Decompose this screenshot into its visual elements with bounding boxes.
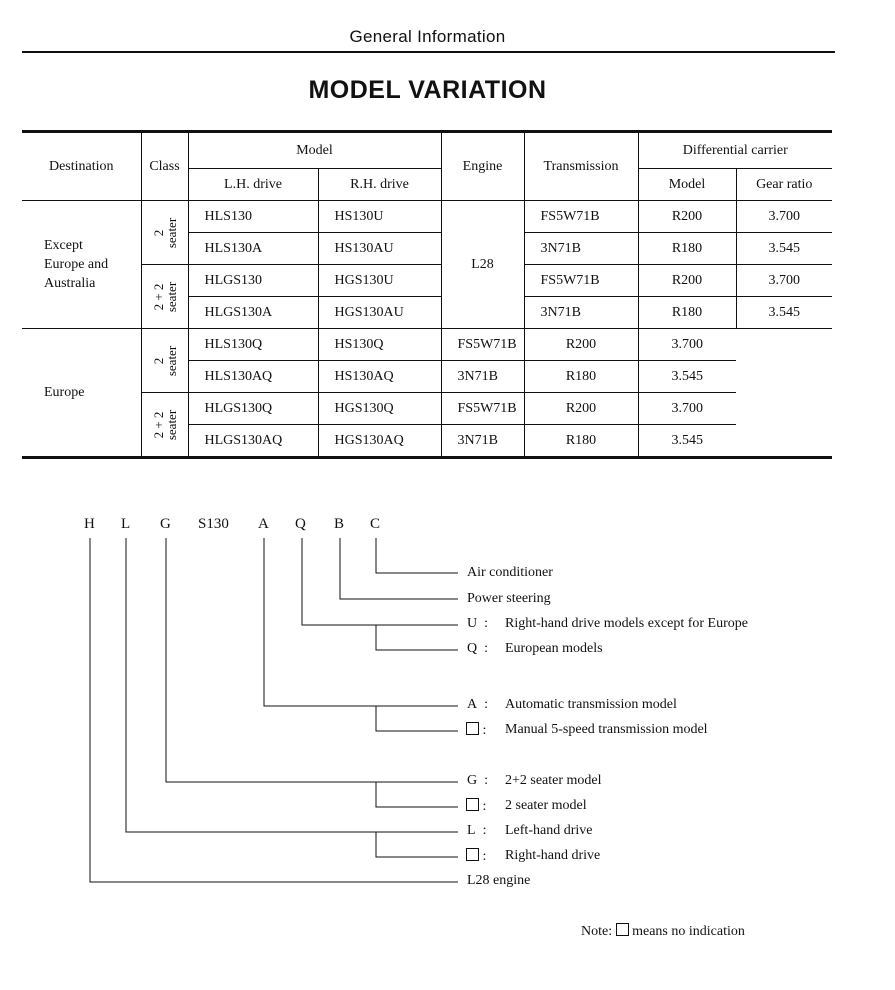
- legend-key-q: Q :: [467, 641, 489, 656]
- rh-drive-cell: HGS130Q: [318, 393, 441, 425]
- header-differential-carrier: Differential carrier: [638, 132, 832, 169]
- gear-ratio-cell: 3.700: [736, 265, 832, 297]
- code-letter-b: B: [334, 516, 345, 532]
- header-transmission: Transmission: [524, 132, 638, 201]
- legend-key-box: :: [466, 722, 486, 739]
- transmission-cell: 3N71B: [441, 361, 524, 393]
- diff-model-cell: R180: [524, 425, 638, 458]
- destination-line: Europe and: [44, 257, 109, 272]
- gear-ratio-cell: 3.545: [736, 233, 832, 265]
- code-letter-c: C: [370, 516, 381, 532]
- lh-drive-cell: HLS130: [188, 201, 318, 233]
- destination-line: Except: [44, 238, 83, 253]
- legend-2-seater: 2 seater model: [505, 798, 587, 813]
- gear-ratio-cell: 3.700: [638, 329, 736, 361]
- legend-manual-5-speed: Manual 5-speed transmission model: [505, 722, 708, 737]
- legend-right-hand-drive: Right-hand drive: [505, 848, 601, 863]
- transmission-cell: FS5W71B: [524, 265, 638, 297]
- code-letter-l: L: [121, 516, 131, 532]
- class-line: 2 + 2: [150, 411, 166, 438]
- diff-model-cell: R200: [524, 393, 638, 425]
- legend-key-box: :: [466, 798, 486, 815]
- legend-l28-engine: L28 engine: [467, 873, 531, 888]
- legend-key-box: :: [466, 848, 486, 865]
- section-title: General Information: [349, 27, 506, 46]
- destination-line: Australia: [44, 276, 96, 291]
- diff-model-cell: R200: [524, 329, 638, 361]
- class-line: 2 + 2: [150, 283, 166, 310]
- class-line: seater: [163, 281, 179, 312]
- legend-key-g: G :: [467, 773, 489, 788]
- diff-model-cell: R200: [638, 201, 736, 233]
- lh-drive-cell: HLS130AQ: [188, 361, 318, 393]
- legend-key-u: U :: [467, 616, 489, 631]
- gear-ratio-cell: 3.545: [638, 425, 736, 458]
- code-letter-q: Q: [295, 516, 306, 532]
- legend-key-a: A :: [467, 697, 489, 712]
- lh-drive-cell: HLGS130A: [188, 297, 318, 329]
- header-rh-drive: R.H. drive: [318, 169, 441, 201]
- destination-line: Europe: [44, 385, 85, 400]
- rh-drive-cell: HGS130AQ: [318, 425, 441, 458]
- transmission-cell: 3N71B: [441, 425, 524, 458]
- header-engine: Engine: [441, 132, 524, 201]
- diff-model-cell: R180: [524, 361, 638, 393]
- lh-drive-cell: HLS130Q: [188, 329, 318, 361]
- lh-drive-cell: HLS130A: [188, 233, 318, 265]
- lh-drive-cell: HLGS130Q: [188, 393, 318, 425]
- header-lh-drive: L.H. drive: [188, 169, 318, 201]
- lh-drive-cell: HLGS130AQ: [188, 425, 318, 458]
- note-prefix: Note:: [581, 924, 613, 939]
- note: [581, 923, 745, 940]
- legend-automatic: Automatic transmission model: [505, 697, 677, 712]
- no-indication-box-icon: [466, 722, 479, 735]
- header-model: Model: [188, 132, 441, 169]
- class-line: 2: [150, 229, 166, 236]
- legend-left-hand-drive: Left-hand drive: [505, 823, 593, 838]
- rh-drive-cell: HS130AQ: [318, 361, 441, 393]
- gear-ratio-cell: 3.545: [638, 361, 736, 393]
- transmission-cell: FS5W71B: [524, 201, 638, 233]
- class-line: 2: [150, 357, 166, 364]
- legend-2plus2-seater: 2+2 seater model: [505, 773, 602, 788]
- gear-ratio-cell: 3.700: [736, 201, 832, 233]
- rh-drive-cell: HS130Q: [318, 329, 441, 361]
- transmission-cell: 3N71B: [524, 297, 638, 329]
- header-diff-model: Model: [638, 169, 736, 201]
- header-class: Class: [141, 132, 188, 201]
- class-line: seater: [163, 217, 179, 248]
- legend-key-l: L :: [467, 823, 487, 838]
- no-indication-box-icon: [466, 848, 479, 861]
- rh-drive-cell: HGS130AU: [318, 297, 441, 329]
- code-letter-h: H: [84, 516, 95, 532]
- header-gear-ratio: Gear ratio: [736, 169, 832, 201]
- no-indication-box-icon: [466, 798, 479, 811]
- code-letter-g: G: [160, 516, 171, 532]
- diff-model-cell: R180: [638, 297, 736, 329]
- class-line: seater: [163, 409, 179, 440]
- rh-drive-cell: HS130U: [318, 201, 441, 233]
- engine-cell: L28: [441, 201, 524, 329]
- legend-power-steering: Power steering: [467, 591, 551, 606]
- legend-european-models: European models: [505, 641, 603, 656]
- rh-drive-cell: HS130AU: [318, 233, 441, 265]
- page-title: MODEL VARIATION: [308, 76, 547, 104]
- no-indication-box-icon: [616, 923, 629, 936]
- rh-drive-cell: HGS130U: [318, 265, 441, 297]
- transmission-cell: FS5W71B: [441, 393, 524, 425]
- note-text: means no indication: [632, 924, 745, 939]
- gear-ratio-cell: 3.545: [736, 297, 832, 329]
- header-destination: Destination: [22, 132, 141, 201]
- diff-model-cell: R180: [638, 233, 736, 265]
- code-letter-a: A: [258, 516, 269, 532]
- class-line: seater: [163, 345, 179, 376]
- gear-ratio-cell: 3.700: [638, 393, 736, 425]
- code-letter-s130: S130: [198, 516, 229, 532]
- transmission-cell: FS5W71B: [441, 329, 524, 361]
- transmission-cell: 3N71B: [524, 233, 638, 265]
- lh-drive-cell: HLGS130: [188, 265, 318, 297]
- legend-air-conditioner: Air conditioner: [467, 565, 553, 580]
- diff-model-cell: R200: [638, 265, 736, 297]
- legend-rh-except-europe: Right-hand drive models except for Europe: [505, 616, 748, 631]
